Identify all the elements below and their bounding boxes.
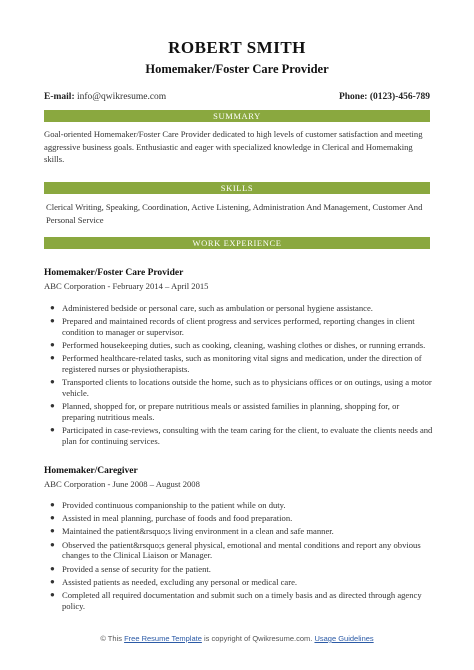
duty-item: [44, 425, 434, 446]
footer-copyright: © This: [100, 634, 122, 643]
job-1-meta: ABC Corporation - February 2014 – April 2015: [44, 281, 209, 291]
footer-middle-text: is copyright of Qwikresume.com.: [203, 634, 313, 643]
experience-section-header: WORK EXPERIENCE: [44, 237, 430, 249]
phone-value: (0123)-456-789: [369, 92, 430, 102]
bullet-icon: ●: [50, 303, 55, 312]
duty-text: Transported clients to locations outside the home, such as to physicians offices or on outings, using a motor vehicle.: [62, 377, 432, 398]
duty-text: Completed all required documentation and submit such on a timely basis and as directed through agency policy.: [62, 589, 422, 611]
duty-text: Prepared and maintained records of client progress and services performed, reporting changes in client condition to manager or supervisor.: [62, 316, 415, 337]
duty-text: Provided a sense of security for the patient.: [62, 563, 211, 574]
duty-text: Participated in case-reviews, consulting with the team caring for the client, to evaluate the clients needs and plan for continuing services.: [62, 425, 433, 446]
duty-item: [44, 590, 434, 611]
duty-text: Observed the patient&rsquo;s general physical, emotional and mental conditions and report any obvious changes to the Clinical Liaison or Manager.: [62, 539, 421, 561]
bullet-icon: ●: [50, 340, 55, 350]
bullet-icon: ●: [50, 563, 55, 573]
bullet-icon: ●: [50, 425, 55, 435]
duty-text: Performed housekeeping duties, such as cooking, cleaning, washing clothes or dishes, or running errands.: [62, 340, 426, 351]
duty-item: [44, 377, 434, 398]
duty-text: Administered bedside or personal care, such as ambulation or personal hygiene assistance.: [62, 303, 373, 313]
job-1-duties: [44, 303, 434, 449]
duty-item: [44, 526, 434, 537]
phone-label: Phone:: [338, 92, 368, 102]
email-block: [44, 92, 166, 102]
email-link[interactable]: info@qwikresume.com: [76, 92, 167, 102]
bullet-icon: ●: [50, 353, 55, 363]
bullet-icon: ●: [50, 401, 55, 411]
phone-block: [339, 92, 430, 102]
contact-row: [44, 92, 430, 106]
duty-text: Assisted in meal planning, purchase of foods and food preparation.: [62, 513, 293, 524]
duty-item: [44, 500, 434, 511]
bullet-icon: ●: [50, 316, 55, 326]
duty-item: [44, 303, 434, 314]
duty-item: [44, 564, 434, 575]
duty-item: [44, 540, 434, 561]
duty-item: [44, 401, 434, 422]
duty-text: Assisted patients as needed, excluding any personal or medical care.: [62, 576, 298, 587]
job-2-meta: ABC Corporation - June 2008 – August 2008: [44, 479, 200, 489]
bullet-icon: ●: [50, 576, 55, 586]
candidate-name: ROBERT SMITH: [168, 38, 306, 57]
duty-text: Performed healthcare-related tasks, such as monitoring vital signs and medication, under the direction of registered nurses or physiotherapists.: [62, 353, 422, 375]
duty-text: Provided continuous companionship to the patient while on duty.: [62, 500, 286, 510]
summary-section-header: SUMMARY: [44, 110, 430, 122]
duty-item: [44, 513, 434, 524]
summary-text: Goal-oriented Homemaker/Foster Care Provider dedicated to high levels of customer satisfaction and meeting aggressive business goals. Enthusiastic and eager with specialized knowledge in Clerical and Homemaking skills.: [44, 129, 423, 164]
duty-item: [44, 316, 434, 337]
duty-item: [44, 577, 434, 588]
bullet-icon: ●: [50, 500, 55, 509]
job-title-headline: Homemaker/Foster Care Provider: [145, 62, 329, 76]
email-label: E-mail:: [44, 92, 75, 102]
bullet-icon: ●: [50, 526, 55, 536]
footer-usage-link[interactable]: Usage Guidelines: [314, 634, 374, 643]
footer-template-link[interactable]: Free Resume Template: [124, 634, 202, 643]
footer: [0, 634, 474, 643]
skills-section-header: SKILLS: [44, 182, 430, 194]
duty-item: [44, 340, 434, 351]
bullet-icon: ●: [50, 513, 55, 523]
duty-text: Planned, shopped for, or prepare nutritious meals or assisted families in planning, shopping for, or preparing nutritious meals.: [62, 401, 400, 422]
skills-text: Clerical Writing, Speaking, Coordination, Active Listening, Administration And Management, Customer And Personal Service: [46, 202, 423, 225]
job-1-title: Homemaker/Foster Care Provider: [44, 268, 184, 278]
duty-text: Maintained the patient&rsquo;s living environment in a clean and safe manner.: [62, 526, 334, 537]
bullet-icon: ●: [50, 377, 55, 387]
job-2-title: Homemaker/Caregiver: [44, 466, 138, 476]
job-2-duties: [44, 500, 434, 614]
bullet-icon: ●: [50, 539, 55, 549]
duty-item: [44, 353, 434, 374]
bullet-icon: ●: [50, 589, 55, 599]
